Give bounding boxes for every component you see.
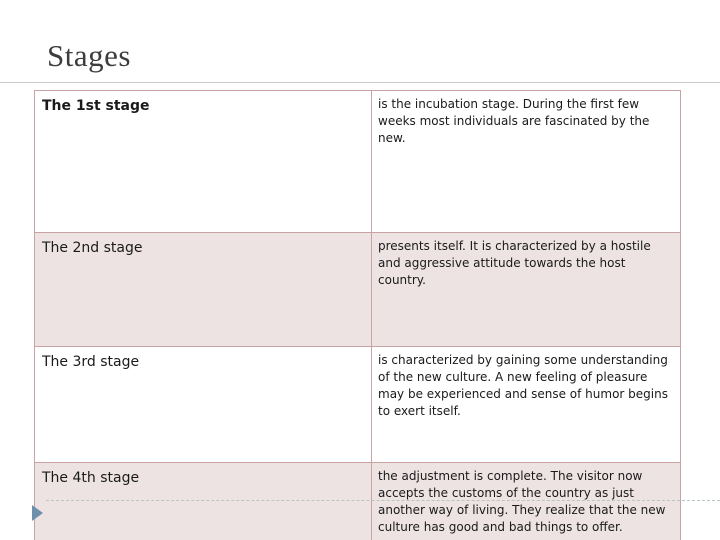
stage-description: presents itself. It is characterized by a hostile and aggressive attitude towards the host country. <box>372 233 681 347</box>
stage-label: The 1st stage <box>35 91 372 233</box>
title-divider <box>0 82 720 83</box>
stage-description: is characterized by gaining some understanding of the new culture. A new feeling of pleasure may be experienced and sense of humor begins to exert itself. <box>372 347 681 463</box>
stage-description: is the incubation stage. During the first few weeks most individuals are fascinated by the new. <box>372 91 681 233</box>
table-row <box>35 463 681 540</box>
stage-label: The 2nd stage <box>35 233 372 347</box>
table-row <box>35 233 681 347</box>
slide-title: Stages <box>47 38 131 73</box>
table-row <box>35 91 681 233</box>
stages-table <box>34 90 681 540</box>
footer-divider <box>46 500 720 501</box>
stage-label: The 3rd stage <box>35 347 372 463</box>
play-arrow-icon[interactable] <box>32 505 43 521</box>
table-row <box>35 347 681 463</box>
stage-label: The 4th stage <box>35 463 372 540</box>
stage-description: the adjustment is complete. The visitor now accepts the customs of the country as just another way of living. They realize that the new culture has good and bad things to offer. <box>372 463 681 540</box>
